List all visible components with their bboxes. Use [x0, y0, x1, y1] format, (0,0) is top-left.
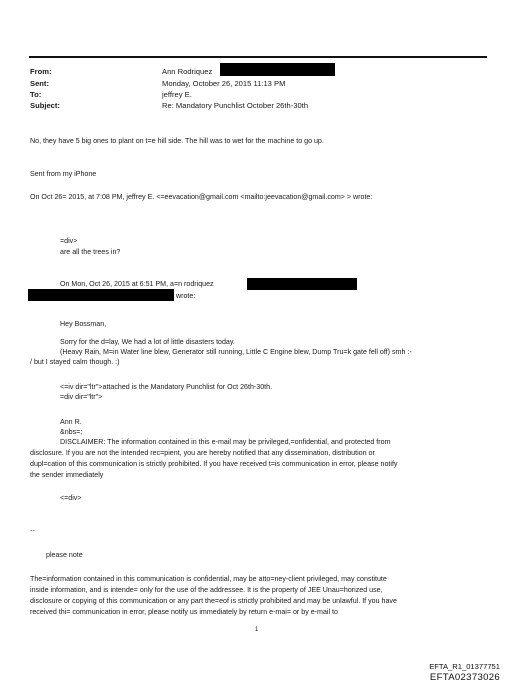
subject-value: Re: Mandatory Punchlist October 26th-30th	[162, 101, 309, 110]
signature: Ann R.	[60, 418, 82, 426]
nbsp-entity: &nbs=;	[60, 428, 83, 436]
sorry-line-3: / but I stayed calm though. :)	[30, 358, 120, 366]
attached-line-2: =div dir="ltr">	[60, 393, 103, 401]
page-number: 1	[255, 627, 259, 633]
div-open-tag: =div>	[60, 237, 78, 245]
nested-quote-wrote: wrote:	[176, 292, 196, 300]
confidentiality-line-1: The=information contained in this communication is confidential, may be atto=ney-client privileged, may constitute	[30, 575, 387, 583]
redaction-box	[220, 63, 335, 76]
redaction-box	[247, 278, 357, 290]
sorry-line-1: Sorry for the d=lay, We had a lot of little disasters today.	[60, 338, 235, 346]
from-label: From:	[30, 67, 52, 76]
separator-dashes: --	[30, 527, 35, 535]
trees-question: are all the trees in?	[60, 248, 121, 256]
to-label: To:	[30, 90, 42, 99]
quote-header: On Oct 26= 2015, at 7:08 PM, jeffrey E. <=eevacation@gmail.com <mailto:jeevacation@gmail.com> > wrote:	[30, 193, 373, 201]
disclaimer-line-2: disclosure. If you are not the intended rec=pient, you are hereby notified that any dissemination, distribution or	[30, 449, 375, 457]
attached-line-1: <=iv dir="ltr">attached is the Mandatory Punchlist for Oct 26th-30th.	[60, 383, 273, 391]
bates-id-1: EFTA_R1_01377751	[429, 662, 500, 671]
div-close-tag: <=div>	[60, 494, 82, 502]
sent-value: Monday, October 26, 2015 11:13 PM	[162, 79, 286, 88]
redaction-box	[28, 289, 174, 301]
bates-id-2: EFTA02373026	[429, 672, 500, 683]
please-note: please note	[46, 551, 83, 559]
confidentiality-line-4: received thi= communication in error, please notify us immediately by return e-mai= or by e-mail to	[30, 608, 338, 616]
disclaimer-line-1: DISCLAIMER: The information contained in this e-mail may be privileged,=onfidential, and protected from	[60, 438, 391, 446]
to-value: jeffrey E.	[162, 90, 192, 99]
header-rule	[29, 56, 487, 58]
nested-quote-header: On Mon, Oct 26, 2015 at 6:51 PM, a=n rodriquez	[60, 280, 214, 288]
reply-text: No, they have 5 big ones to plant on t=e hill side. The hill was to wet for the machine to go up.	[30, 137, 324, 145]
sorry-line-2: (Heavy Rain, M=in Water line blew, Generator still running, Little C Engine blew, Dump Tru=k gate fell off) smh :-	[60, 348, 412, 356]
sent-label: Sent:	[30, 79, 49, 88]
sent-from-line: Sent from my iPhone	[30, 170, 97, 178]
disclaimer-line-3: dupl=cation of this communication is strictly prohibited. If you have received t=is communication in error, please notify	[30, 460, 398, 468]
subject-label: Subject:	[30, 101, 60, 110]
disclaimer-line-4: the sender immediately	[30, 471, 104, 479]
confidentiality-line-3: disclosure or copying of this communication or any part the=eof is strictly prohibited and may be unlawful. If you have	[30, 597, 397, 605]
confidentiality-line-2: inside information, and is intende= only for the use of the addressee. It is the property of JEE Unau=horized use,	[30, 586, 383, 594]
greeting: Hey Bossman,	[60, 320, 107, 328]
from-value: Ann Rodriquez	[162, 67, 213, 76]
